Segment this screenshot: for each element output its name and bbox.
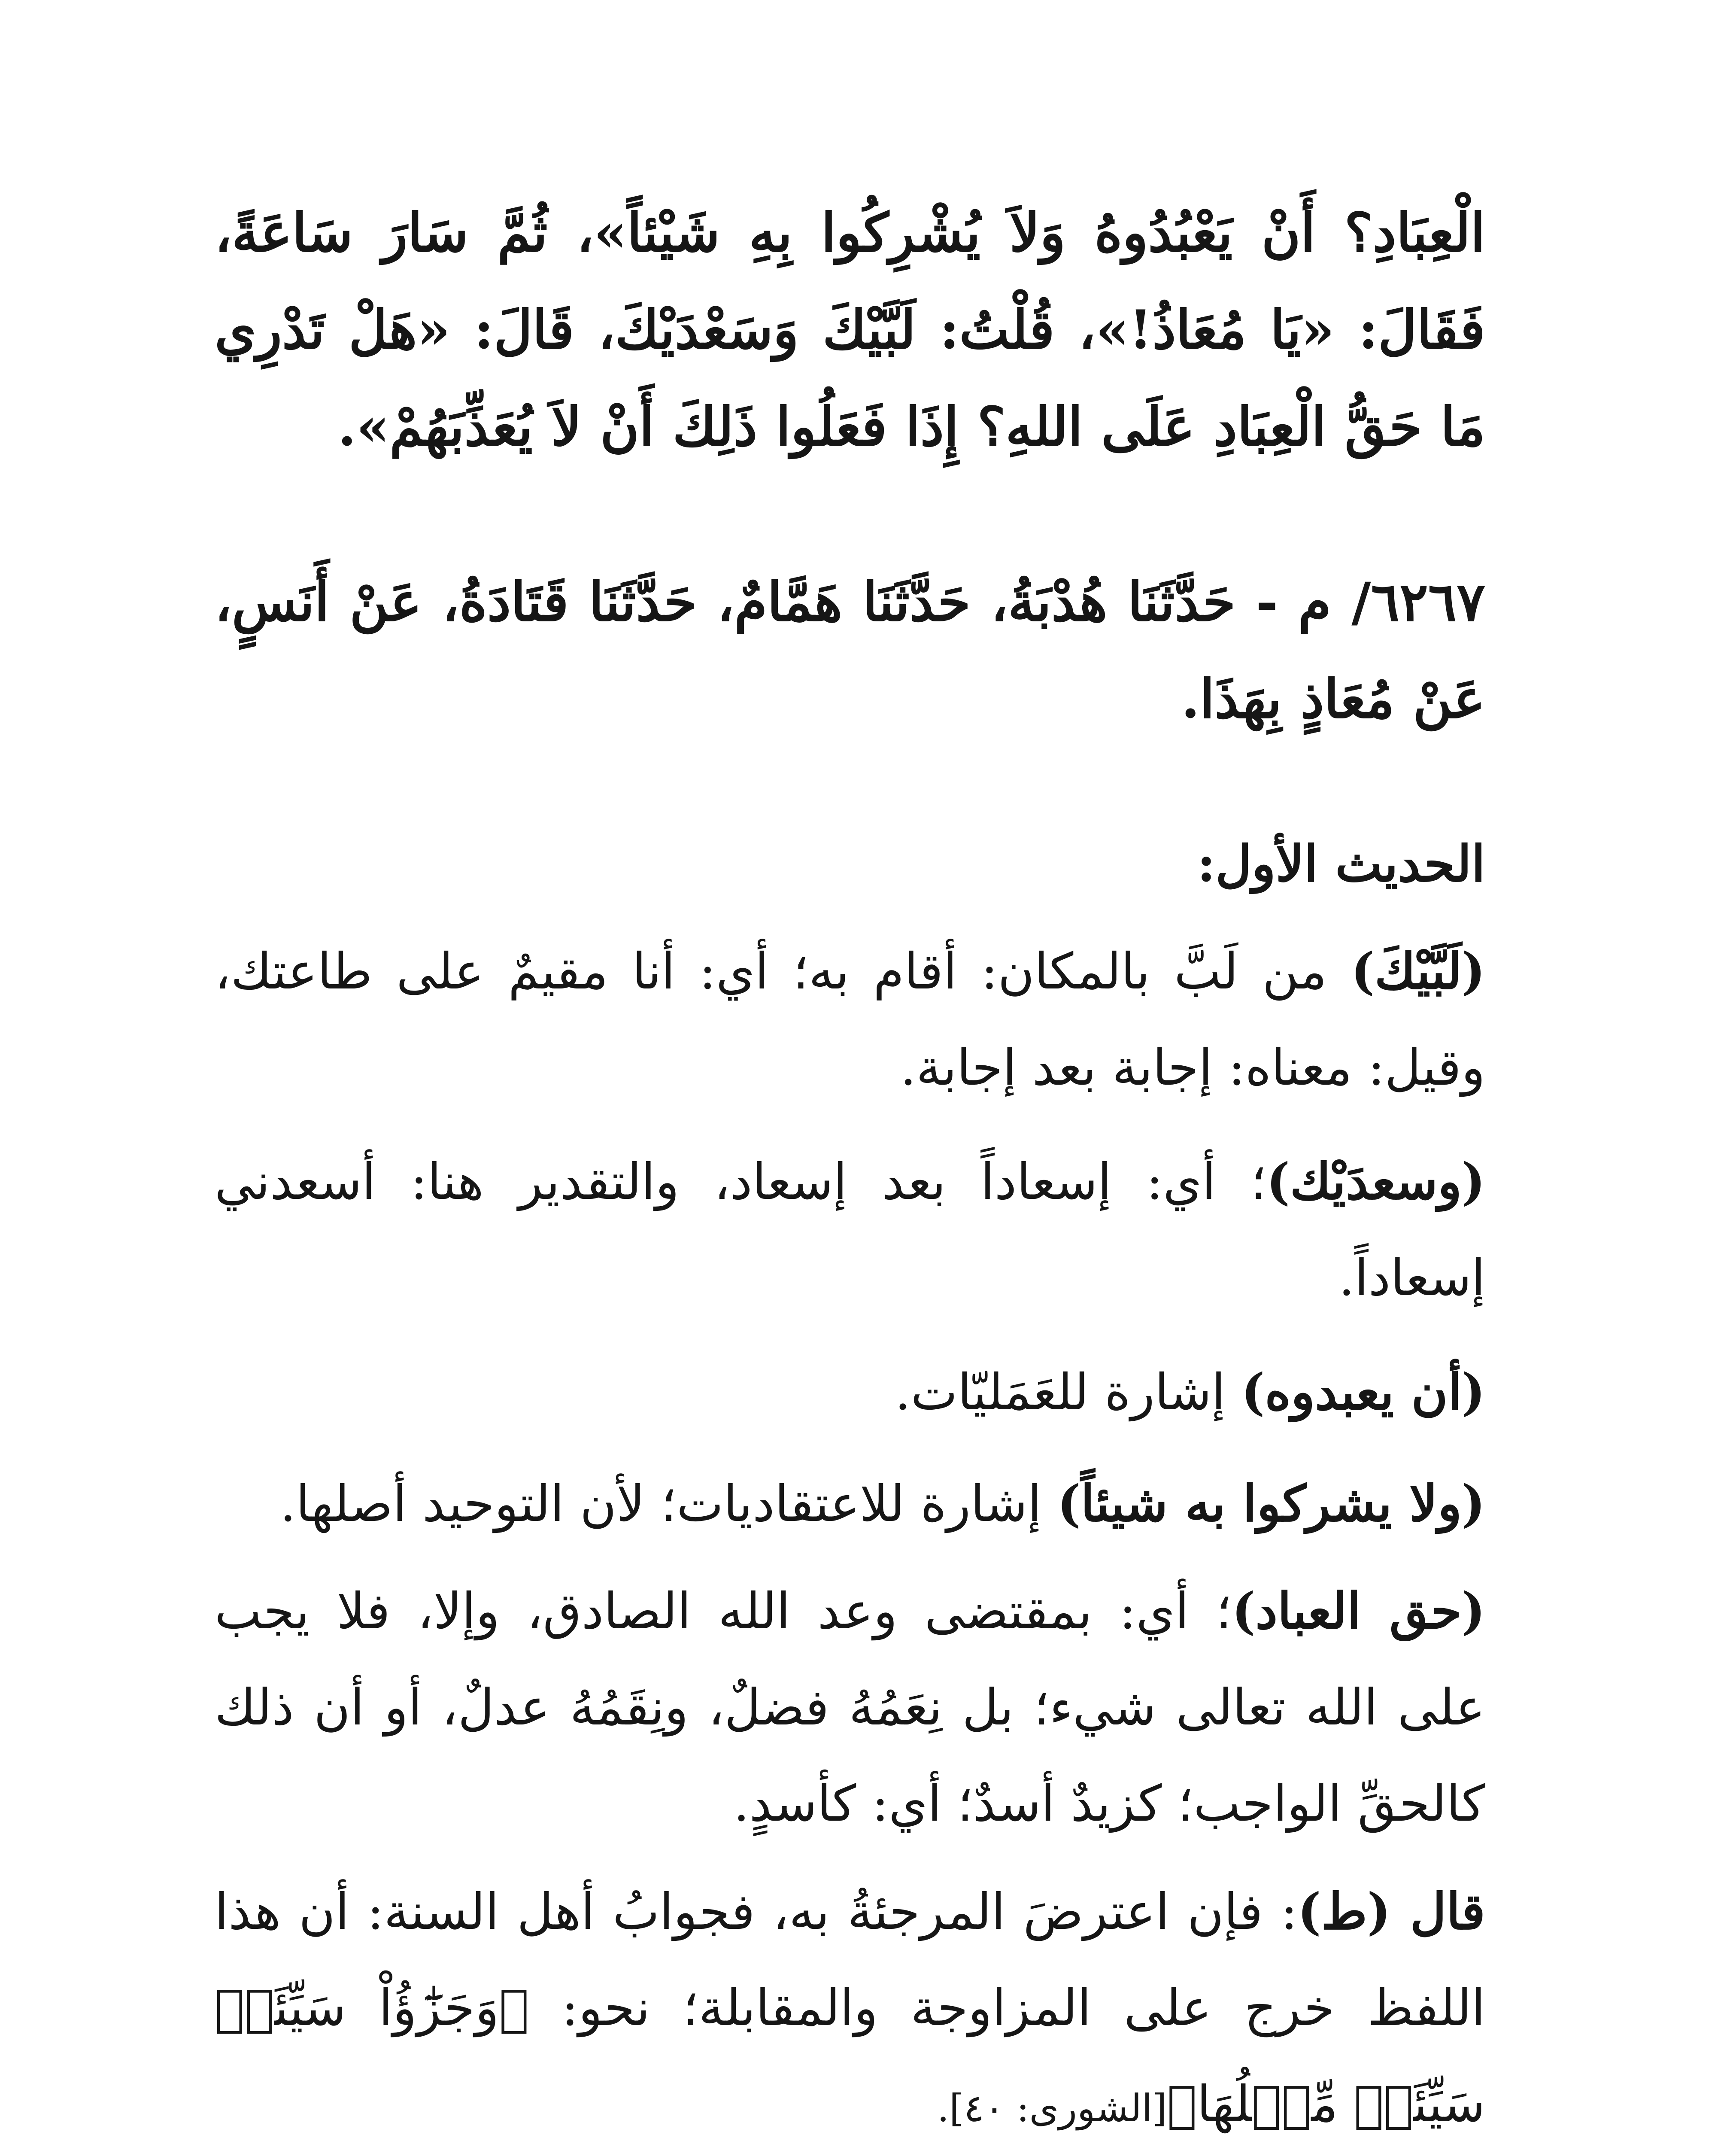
commentary-text: إشارة للعَمَليّات. <box>895 1363 1241 1421</box>
commentary-term: (وسعدَيْك) <box>1266 1153 1485 1211</box>
commentary-text: من لَبَّ بالمكان: أقام به؛ أي: أنا مقيمٌ على طاعتك، وقيل: معناه: إجابة بعد إجابة. <box>215 943 1485 1097</box>
commentary-sadayk <box>215 1134 1485 1326</box>
commentary-text: ؛ أي: بمقتضى وعد الله الصادق، وإلا، فلا يجب على الله تعالى شيء؛ بل نِعَمُهُ فضلٌ، ونِقَمُهُ عدلٌ، أو أن ذلك كالحقِّ الواجب؛ كزيدٌ أسدٌ؛ أي: كأسدٍ. <box>215 1582 1485 1833</box>
quran-reference: [الشورى: ٤٠]. <box>937 2086 1167 2130</box>
commentary-term: (أن يعبدوه) <box>1241 1363 1485 1421</box>
commentary-term: (حق العباد) <box>1232 1582 1486 1640</box>
commentary-term: قال (ط) <box>1297 1882 1485 1941</box>
hadith-6267: ٦٢٦٧/ م - حَدَّثَنَا هُدْبَةُ، حَدَّثَنَا هَمَّامٌ، حَدَّثَنَا قَتَادَةُ، عَنْ أَنَسٍ، عَنْ مُعَاذٍ بِهَذَا. <box>215 571 1485 730</box>
commentary-text: : فإن اعترضَ المرجئةُ به، فجوابُ أهل السنة: أن هذا اللفظ خرج على المزاوجة والمقابلة؛ نحو: ﴿وَجَزَٰٓؤُاْ سَيِّئَةٖ سَيِّئَةٞ مِّثۡلُهَا﴾ <box>215 1883 1485 2133</box>
commentary-labbayk <box>215 923 1485 1116</box>
commentary-text: إشارة للاعتقاديات؛ لأن التوحيد أصلها. <box>280 1475 1057 1533</box>
commentary-text: ؛ أي: إسعاداً بعد إسعاد، والتقدير هنا: أسعدني إسعاداً. <box>215 1153 1485 1307</box>
section-heading: الحديث الأول: <box>1197 835 1485 893</box>
commentary-yabuduh <box>215 1344 1485 1441</box>
commentary-yushriku <box>215 1456 1485 1552</box>
hadith-text: الْعِبَادِ؟ أَنْ يَعْبُدُوهُ وَلاَ يُشْرِكُوا بِهِ شَيْئاً»، ثُمَّ سَارَ سَاعَةً، فَقَالَ: «يَا مُعَاذُ!»، قُلْتُ: لَبَّيْكَ وَسَعْدَيْكَ، قَالَ: «هَلْ تَدْرِي مَا حَقُّ الْعِبَادِ عَلَى اللهِ؟ إِذَا فَعَلُوا ذَلِكَ أَنْ لاَ يُعَذِّبَهُمْ». <box>215 202 1485 458</box>
commentary-term: (ولا يشركوا به شيئاً) <box>1057 1475 1485 1533</box>
commentary-term: (لَبَّيْكَ) <box>1351 942 1485 1001</box>
commentary-haqq <box>215 1563 1485 1852</box>
commentary-qala-t <box>215 1864 1485 2147</box>
